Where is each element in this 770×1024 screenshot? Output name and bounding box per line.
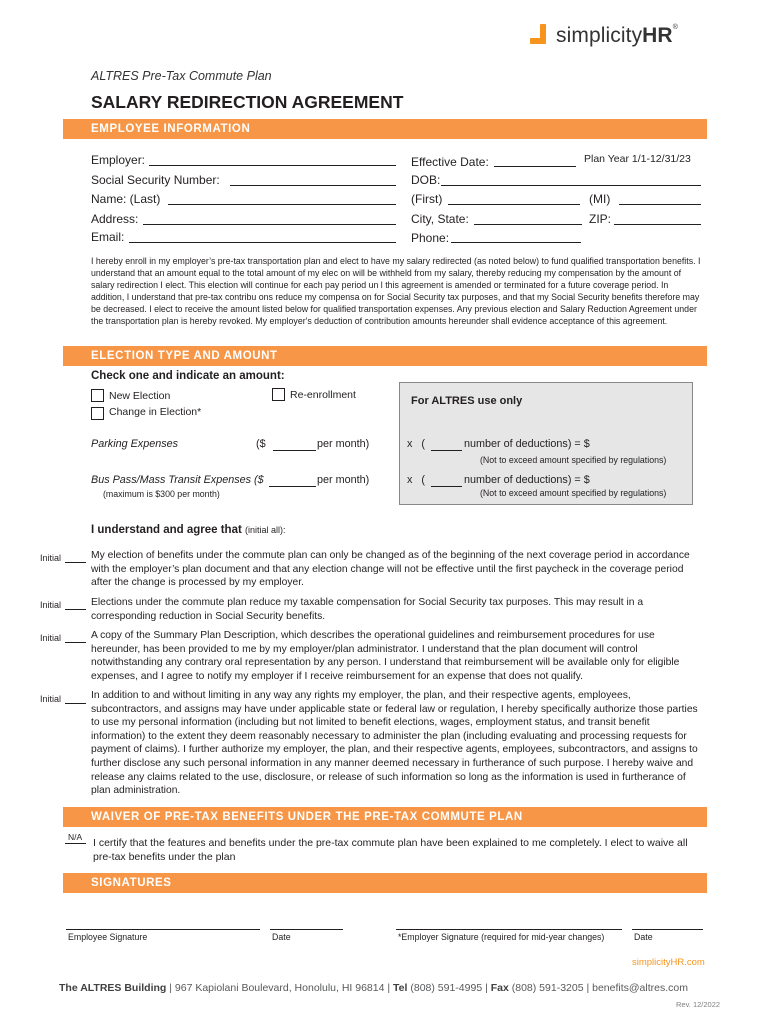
agreement-heading (91, 524, 286, 536)
enrollment-paragraph: I hereby enroll in my employer’s pre-tax transportation plan and elect to have my salary redirected (as noted below) to fund qualified transportation benefits. I understand that an amount equal to the total amount of my elec on will be withheld from my salary, thereby reducing my compensation by the amount of salary redirection I elect. This election will continue for each pay period un l this agreement is amended or terminated for a future coverage period. In addition, I understand that pre-tax contribu ons reduce my compensa on for Social Security tax purposes, and that my Social Security benefits therefore may be decreased. I elect to receive the amount listed below for qualified transportation expenses. Any previous election and Salary Reduction Agreement under the transportation plan is hereby revoked. My employer's deduction of contribution amounts hereunder shall evidence acceptance of this agreement. (91, 256, 701, 326)
employer-date-field[interactable] (632, 929, 703, 930)
waiver-text: I certify that the features and benefits under the pre-tax commute plan have been explained to me completely. I elect to waive all pre-tax benefits under the plan (93, 837, 688, 863)
initial-label-2: Initial (40, 600, 62, 610)
section-waiver: WAIVER OF PRE-TAX BENEFITS UNDER THE PRE-TAX COMMUTE PLAN (63, 807, 707, 827)
ssn-label: Social Security Number: (91, 173, 220, 187)
initial-field-2[interactable] (65, 609, 86, 610)
phone-field[interactable] (451, 242, 581, 243)
waiver-initial-value: N/A (68, 832, 83, 842)
bus-maximum-note: (maximum is $300 per month) (103, 489, 220, 499)
bus-multiplier: x ( (407, 474, 425, 486)
brand-name: simplicityHR® (556, 24, 678, 47)
parking-deductions-label: number of deductions) = $ (464, 438, 590, 450)
parking-dollar-sign: ($ (256, 438, 266, 450)
employee-date-field[interactable] (270, 929, 343, 930)
effective-date-label: Effective Date: (411, 155, 489, 169)
address-label: Address: (91, 212, 139, 226)
footer-building: The ALTRES Building (59, 982, 167, 994)
bus-pass-label: Bus Pass/Mass Transit Expenses ($ (91, 474, 264, 486)
last-name-field[interactable] (168, 204, 396, 205)
initial-label-3: Initial (40, 633, 62, 643)
re-enrollment-label: Re-enrollment (290, 389, 356, 401)
footer-contact (59, 982, 688, 994)
bus-per-month: per month) (317, 474, 370, 486)
section-employee-information: EMPLOYEE INFORMATION (63, 119, 707, 139)
footer-fax-email: (808) 591-3205 | benefits@altres.com (508, 982, 688, 994)
change-election-checkbox[interactable] (91, 407, 104, 420)
website-link[interactable]: simplicityHR.com (632, 957, 705, 968)
agreement-item-2: Elections under the commute plan reduce my taxable compensation for Social Security tax purposes. This may result in a corresponding reduction in Social Security benefits. (91, 597, 644, 622)
initial-field-4[interactable] (65, 703, 86, 704)
employer-signature-label: *Employer Signature (required for mid-year changes) (398, 932, 605, 942)
parking-per-month: per month) (317, 438, 370, 450)
footer-address: | 967 Kapiolani Boulevard, Honolulu, HI 96814 | (166, 982, 394, 994)
plan-title: ALTRES Pre-Tax Commute Plan (91, 69, 272, 83)
initial-label-4: Initial (40, 694, 62, 704)
footer-fax-label: Fax (490, 982, 509, 994)
election-instruction: Check one and indicate an amount: (91, 370, 285, 382)
initial-field-3[interactable] (65, 642, 86, 643)
dob-field[interactable] (441, 185, 701, 186)
effective-date-field[interactable] (494, 166, 576, 167)
parking-multiplier: x ( (407, 438, 425, 450)
agreement-item-1: My election of benefits under the commute plan can only be changed as of the beginning of the next coverage period in accordance with the employer’s plan document and that any election change will not be effective until the first paycheck in the coverage period after the change is processed by my employer. (91, 550, 690, 589)
page-title: SALARY REDIRECTION AGREEMENT (91, 92, 404, 112)
change-election-label: Change in Election* (109, 406, 202, 418)
dob-label: DOB: (411, 173, 441, 187)
brand-logo (530, 22, 678, 50)
employee-signature-field[interactable] (66, 929, 260, 930)
employer-label: Employer: (91, 153, 146, 167)
section-signatures: SIGNATURES (63, 873, 707, 893)
footer-tel-label: Tel (393, 982, 408, 994)
phone-label: Phone: (411, 231, 450, 245)
email-label: Email: (91, 230, 125, 244)
parking-expenses-label: Parking Expenses (91, 438, 179, 450)
employee-date-label: Date (272, 932, 291, 942)
city-state-label: City, State: (411, 212, 469, 226)
ssn-field[interactable] (230, 185, 396, 186)
agreement-item-4: In addition to and without limiting in any way any rights my employer, the plan, and their respective agents, employees, subcontractors, and assigns may have under applicable state or federal law or regulation, I hereby specifically authorize those parties to use my personal information (including but not limited to benefit elections, wages, employment status, and transit benefit information) to the extent they deem reasonably necessary to administer the plan (including evaluating and processing requests for payment of claims). I further authorize my employer, the plan, and their respective agents, employees, subcontractors, and assigns to further disclose any such personal information in any manner deemed necessary in furtherance of such purpose. I hereby waive and release any claims related to the use, disclosure, or release of such information so long as the information is used in furtherance of plan administration. (91, 690, 698, 797)
bus-deductions-field[interactable] (431, 486, 462, 487)
initial-field-1[interactable] (65, 562, 86, 563)
footer-tel: (808) 591-4995 | (407, 982, 491, 994)
re-enrollment-checkbox[interactable] (272, 388, 285, 401)
agreement-heading-text: I understand and agree that (91, 524, 242, 536)
email-field[interactable] (129, 242, 396, 243)
bus-not-exceed-note: (Not to exceed amount specified by regulations) (480, 488, 667, 498)
last-name-label: Name: (Last) (91, 192, 161, 206)
mi-label: (MI) (589, 192, 611, 206)
agreement-heading-note: (initial all): (245, 525, 286, 535)
waiver-initial-field[interactable] (65, 843, 86, 844)
parking-amount-field[interactable] (273, 450, 316, 451)
parking-not-exceed-note: (Not to exceed amount specified by regulations) (480, 455, 667, 465)
simplicityhr-logo-icon (530, 24, 550, 48)
employer-date-label: Date (634, 932, 653, 942)
new-election-label: New Election (109, 390, 171, 402)
altres-use-only-label: For ALTRES use only (411, 395, 523, 407)
new-election-checkbox[interactable] (91, 389, 104, 402)
mi-field[interactable] (619, 204, 701, 205)
first-name-field[interactable] (448, 204, 580, 205)
revision-label: Rev. 12/2022 (676, 1000, 721, 1009)
employee-signature-label: Employee Signature (68, 932, 148, 942)
parking-deductions-field[interactable] (431, 450, 462, 451)
effective-date-value: Plan Year 1/1-12/31/23 (584, 153, 691, 165)
section-election-type: ELECTION TYPE AND AMOUNT (63, 346, 707, 366)
employer-field[interactable] (149, 165, 396, 166)
first-name-label: (First) (411, 192, 443, 206)
bus-deductions-label: number of deductions) = $ (464, 474, 590, 486)
initial-label-1: Initial (40, 553, 62, 563)
agreement-item-3: A copy of the Summary Plan Description, which describes the operational guidelines and reimbursement procedures for use hereunder, has been provided to me by my employer/plan administrator. I understand that the plan document will control notwithstanding any contrary oral representation by any person. I understand that reimbursement will be available only for eligible expenses, and I agree to notify my employer if I receive reimbursement for an expense that does not qualify. (91, 630, 680, 682)
address-field[interactable] (143, 224, 396, 225)
zip-label: ZIP: (589, 212, 612, 226)
bus-amount-field[interactable] (269, 486, 316, 487)
zip-field[interactable] (614, 224, 701, 225)
city-state-field[interactable] (474, 224, 582, 225)
employer-signature-field[interactable] (396, 929, 622, 930)
